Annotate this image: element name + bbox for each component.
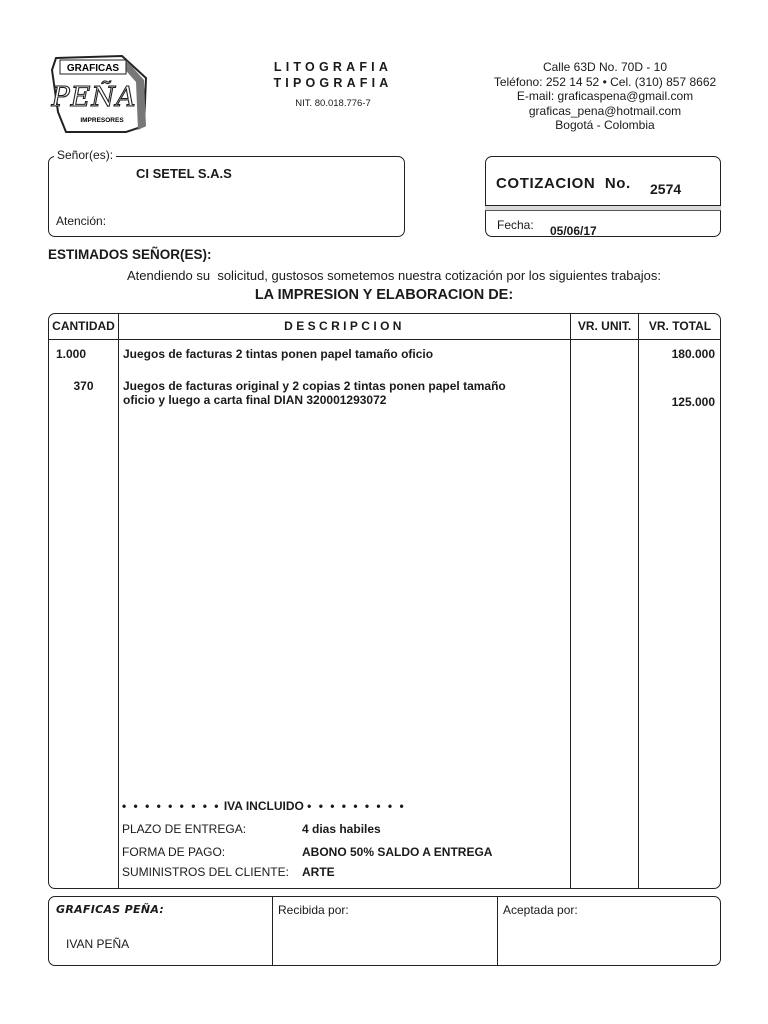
trade-line-tipografia: TIPOGRAFIA xyxy=(273,76,393,90)
date-label: Fecha: xyxy=(497,218,534,232)
company-logo xyxy=(46,52,154,136)
signature-divider xyxy=(497,896,498,966)
received-by-label: Recibida por: xyxy=(278,903,349,917)
client-label: Señor(es): xyxy=(54,148,116,162)
term-label-plazo: PLAZO DE ENTREGA: xyxy=(122,822,247,836)
header-descripcion: DESCRIPCION xyxy=(284,319,405,333)
term-value-pago: ABONO 50% SALDO A ENTREGA xyxy=(302,845,493,859)
iva-line xyxy=(122,799,406,813)
row-2-total: 125.000 xyxy=(671,395,715,409)
contact-phone: Teléfono: 252 14 52 • Cel. (310) 857 8662 xyxy=(493,74,717,89)
row-1-desc: Juegos de facturas 2 tintas ponen papel tamaño oficio xyxy=(123,347,434,361)
quote-separator xyxy=(485,205,721,211)
trade-line-litografia: LITOGRAFIA xyxy=(273,60,393,74)
iva-dots-left: • • • • • • • • • xyxy=(122,799,221,813)
term-label-suministros: SUMINISTROS DEL CLIENTE: xyxy=(122,865,289,879)
greeting: ESTIMADOS SEÑOR(ES): xyxy=(48,247,212,262)
term-value-plazo: 4 dias habiles xyxy=(302,822,381,836)
logo-main-text: PEÑA xyxy=(51,82,137,113)
table-header-divider xyxy=(48,339,721,340)
iva-label: IVA INCLUIDO xyxy=(223,799,304,813)
nit-number: NIT. 80.018.776-7 xyxy=(295,98,371,109)
contact-address: Calle 63D No. 70D - 10 xyxy=(542,60,668,74)
iva-dots-right: • • • • • • • • • xyxy=(307,799,406,813)
row-1-total: 180.000 xyxy=(671,347,715,361)
intro-text: Atendiendo su solicitud, gustosos sometemos nuestra cotización por los siguientes trabajos: xyxy=(126,268,661,283)
accepted-by-label: Aceptada por: xyxy=(503,903,578,917)
header-cantidad: CANTIDAD xyxy=(52,319,115,333)
logo-bottom-text: IMPRESORES xyxy=(80,117,124,124)
contact-email-1: E-mail: graficaspena@gmail.com xyxy=(516,89,694,103)
table-column-divider xyxy=(570,313,571,889)
quote-number: 2574 xyxy=(650,181,682,197)
contact-block xyxy=(470,60,740,133)
header-vr-total: VR. TOTAL xyxy=(648,319,712,333)
subject-heading: LA IMPRESION Y ELABORACION DE: xyxy=(254,287,514,303)
signer-name: IVAN PEÑA xyxy=(66,937,130,951)
table-column-divider xyxy=(118,313,119,889)
term-label-pago: FORMA DE PAGO: xyxy=(122,845,226,859)
contact-email-2: graficas_pena@hotmail.com xyxy=(528,103,682,118)
header-vr-unit: VR. UNIT. xyxy=(577,319,632,333)
logo-top-text: GRAFICAS xyxy=(66,63,120,74)
row-2-qty: 370 xyxy=(73,379,94,393)
row-2-desc-line-2: oficio y luego a carta final DIAN 320001293072 xyxy=(123,393,387,407)
client-name: CI SETEL S.A.S xyxy=(136,166,232,181)
term-value-suministros: ARTE xyxy=(302,865,335,879)
date-value: 05/06/17 xyxy=(550,224,597,238)
row-1-qty: 1.000 xyxy=(56,347,87,361)
row-2-desc-line-1: Juegos de facturas original y 2 copias 2 tintas ponen papel tamaño xyxy=(123,379,506,393)
signature-brand: GRAFICAS PEÑA: xyxy=(56,903,165,916)
signature-divider xyxy=(272,896,273,966)
quote-title: COTIZACION No. xyxy=(496,175,631,192)
contact-city: Bogotá - Colombia xyxy=(555,118,655,132)
attention-label: Atención: xyxy=(56,214,107,228)
